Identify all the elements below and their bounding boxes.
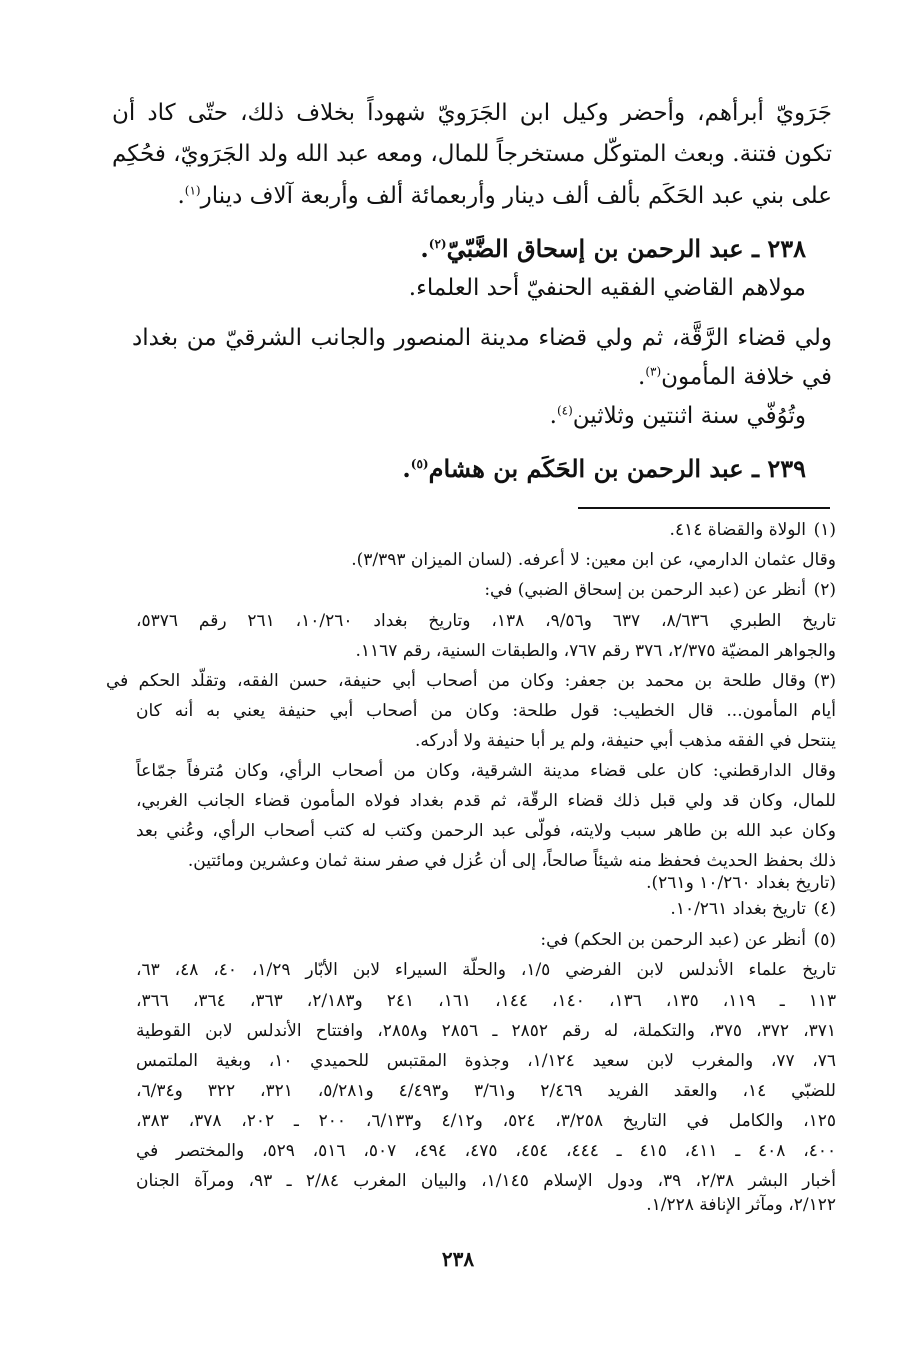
- page-number: ٢٣٨: [441, 1247, 475, 1271]
- body-line-2: تكون فتنة. وبعث المتوكّل مستخرجاً للمال، ومعه عبد الله ولد الجَرَويّ، فحُكِم: [112, 141, 832, 167]
- footnote-4-line-1: [136, 899, 836, 919]
- footnote-5-line-7: ١٢٥، والكامل في التاريخ ٣/٢٥٨، ٥٢٤، و٤/١٢ و٦/١٣٣، ٢٠٠ ـ ٢٠٢، ٣٧٨، ٣٨٣،: [136, 1111, 836, 1131]
- footnote-ref-4: (٤): [556, 403, 573, 418]
- footnote-ref-2: (٢): [428, 237, 447, 251]
- body-line-3: على بني عبد الحَكَم بألف ألف دينار وأربعمائة ألف وأربعة آلاف دينار$^{(١)}$.: [177, 183, 832, 209]
- entry-238-line-1: مولاهم القاضي الفقيه الحنفيّ أحد العلماء.: [408, 275, 806, 301]
- entry-238-line-3-text: في خلافة المأمون: [661, 364, 832, 390]
- footnote-5-line-6: للضبّي ١٤، والعقد الفريد ٢/٤٦٩ و٣/٦١ و٤/٤٩٣ و٥/٢٨١، ٣٢١، ٣٢٢ و٦/٣٤،: [136, 1081, 836, 1101]
- footnote-3-line-6: وكان عبد الله بن طاهر سبب ولايته، فولّى عبد الرحمن وكتب له كتب أصحاب الرأي، وعُني بعد: [136, 821, 836, 841]
- footnote-3-line-1: [106, 671, 836, 691]
- footnote-5-line-10: ٢/١٢٢، ومآثر الإنافة ١/٢٢٨.: [646, 1195, 836, 1215]
- footnote-3-text: وقال طلحة بن محمد بن جعفر: وكان من أصحاب أبي حنيفة، حسن الفقه، وتقلّد الحكم في: [106, 671, 806, 691]
- entry-238-line-3: في خلافة المأمون$^{(٣)}$.: [638, 364, 832, 390]
- footnote-1-line-2: وقال عثمان الدارمي، عن ابن معين: لا أعرفه. (لسان الميزان ٣/٣٩٣).: [351, 550, 836, 570]
- entry-238-line-4: وتُوُفّي سنة اثنتين وثلاثين$^{(٤)}$.: [549, 403, 806, 429]
- footnote-ref-3: (٣): [645, 364, 662, 379]
- entry-239-title: ٢٣٩ ـ عبد الرحمن بن الحَكَم بن هشام: [428, 454, 806, 483]
- footnote-2-line-1: [136, 580, 836, 600]
- footnote-1-number: (١): [813, 520, 836, 540]
- footnote-3-line-5: للمال، وكان قد ولي قبل ذلك قضاء الرقّة، ثم قدم بغداد فولاه المأمون قضاء الجانب الغربي،: [136, 791, 836, 811]
- entry-238-title: ٢٣٨ ـ عبد الرحمن بن إسحاق الضَّبّيّ: [446, 234, 806, 263]
- footnote-5-line-2: تاريخ علماء الأندلس لابن الفرضي ١/٥، والحلّة السيراء لابن الأبّار ١/٢٩، ٤٠، ٤٨، ٦٣،: [136, 960, 837, 980]
- footnote-2-line-2: تاريخ الطبري ٨/٦٣٦، ٦٣٧ و٩/٥٦، ١٣٨، وتاريخ بغداد ١٠/٢٦٠، ٢٦١ رقم ٥٣٧٦،: [136, 611, 837, 631]
- footnote-5-line-3: ١١٣ ـ ١١٩، ١٣٥، ١٣٦، ١٤٠، ١٤٤، ١٦١، ٢٤١ و٢/١٨٣، ٣٦٣، ٣٦٤، ٣٦٦،: [136, 991, 837, 1011]
- footnote-5-line-9: أخبار البشر ٢/٣٨، ٣٩، ودول الإسلام ١/١٤٥، والبيان المغرب ٢/٨٤ ـ ٩٣، ومرآة الجنان: [136, 1171, 836, 1191]
- footnote-3-line-4: وقال الدارقطني: كان على قضاء مدينة الشرقية، وكان من أصحاب الرأي، وكان مُترفاً جمّاعاً: [136, 761, 836, 781]
- footnote-1-line-1: [136, 520, 836, 540]
- footnote-3-line-7: ذلك بحفظ الحديث فحفظ منه شيئاً صالحاً، إلى أن عُزل في صفر سنة ثمان وعشرين ومائتين.: [187, 851, 836, 871]
- footnote-4-text: تاريخ بغداد ١٠/٢٦١.: [670, 899, 806, 919]
- footnote-3-line-2: أيام المأمون... قال الخطيب: قول طلحة: وكان من أصحاب أبي حنيفة يعني به أنه كان: [136, 701, 836, 721]
- entry-238-line-2: ولي قضاء الرَّقَّة، ثم ولي قضاء مدينة المنصور والجانب الشرقيّ من بغداد: [132, 325, 832, 351]
- footnote-3-number: (٣): [813, 671, 836, 691]
- footnote-5-text: أنظر عن (عبد الرحمن بن الحكم) في:: [540, 930, 806, 950]
- footnote-5-line-5: ٧٦، ٧٧، والمغرب لابن سعيد ١/١٢٤، وجذوة المقتبس للحميدي ١٠، وبغية الملتمس: [136, 1051, 837, 1071]
- entry-238-line-4-text: وتُوُفّي سنة اثنتين وثلاثين: [572, 403, 806, 429]
- footnote-5-line-8: ٤٠٠، ٤٠٨ ـ ٤١١، ٤١٥ ـ ٤٤٤، ٤٥٤، ٤٧٥، ٤٩٤، ٥٠٧، ٥١٦، ٥٢٩، والمختصر في: [136, 1141, 837, 1161]
- footnote-5-number: (٥): [813, 930, 836, 950]
- footnote-separator: [578, 507, 830, 509]
- entry-239-heading: ٢٣٩ ـ عبد الرحمن بن الحَكَم بن هشام$^{(٥)}$.: [402, 454, 806, 483]
- footnote-1-text: الولاة والقضاة ٤١٤.: [669, 520, 806, 540]
- footnote-ref-1: (١): [184, 183, 201, 198]
- footnote-5-line-4: ٣٧١، ٣٧٢، ٣٧٥، والتكملة، له رقم ٢٨٥٢ ـ ٢٨٥٦ و٢٨٥٨، وافتتاح الأندلس لابن القوطية: [136, 1021, 837, 1041]
- body-line-3-text: على بني عبد الحَكَم بألف ألف دينار وأربعمائة ألف وأربعة آلاف دينار: [200, 183, 832, 209]
- footnote-5-line-1: [136, 930, 836, 950]
- entry-238-heading: ٢٣٨ ـ عبد الرحمن بن إسحاق الضَّبّيّ$^{(٢)}$.: [420, 234, 806, 263]
- footnote-2-line-3: والجواهر المضيّة ٢/٣٧٥، ٣٧٦ رقم ٧٦٧، والطبقات السنية، رقم ١١٦٧.: [355, 641, 836, 661]
- footnote-2-number: (٢): [813, 580, 836, 600]
- footnote-2-text: أنظر عن (عبد الرحمن بن إسحاق الضبي) في:: [484, 580, 806, 600]
- footnote-4-number: (٤): [813, 899, 836, 919]
- footnote-3-line-8: (تاريخ بغداد ١٠/٢٦٠ و٢٦١).: [646, 873, 836, 893]
- footnote-3-line-3: ينتحل في الفقه مذهب أبي حنيفة، ولم ير أبا حنيفة ولا أدركه.: [414, 731, 836, 751]
- footnote-ref-5: (٥): [410, 457, 429, 471]
- body-line-1: جَرَويّ أبرأهم، وأحضر وكيل ابن الجَرَويّ شهوداً بخلاف ذلك، حتّى كاد أن: [112, 100, 832, 126]
